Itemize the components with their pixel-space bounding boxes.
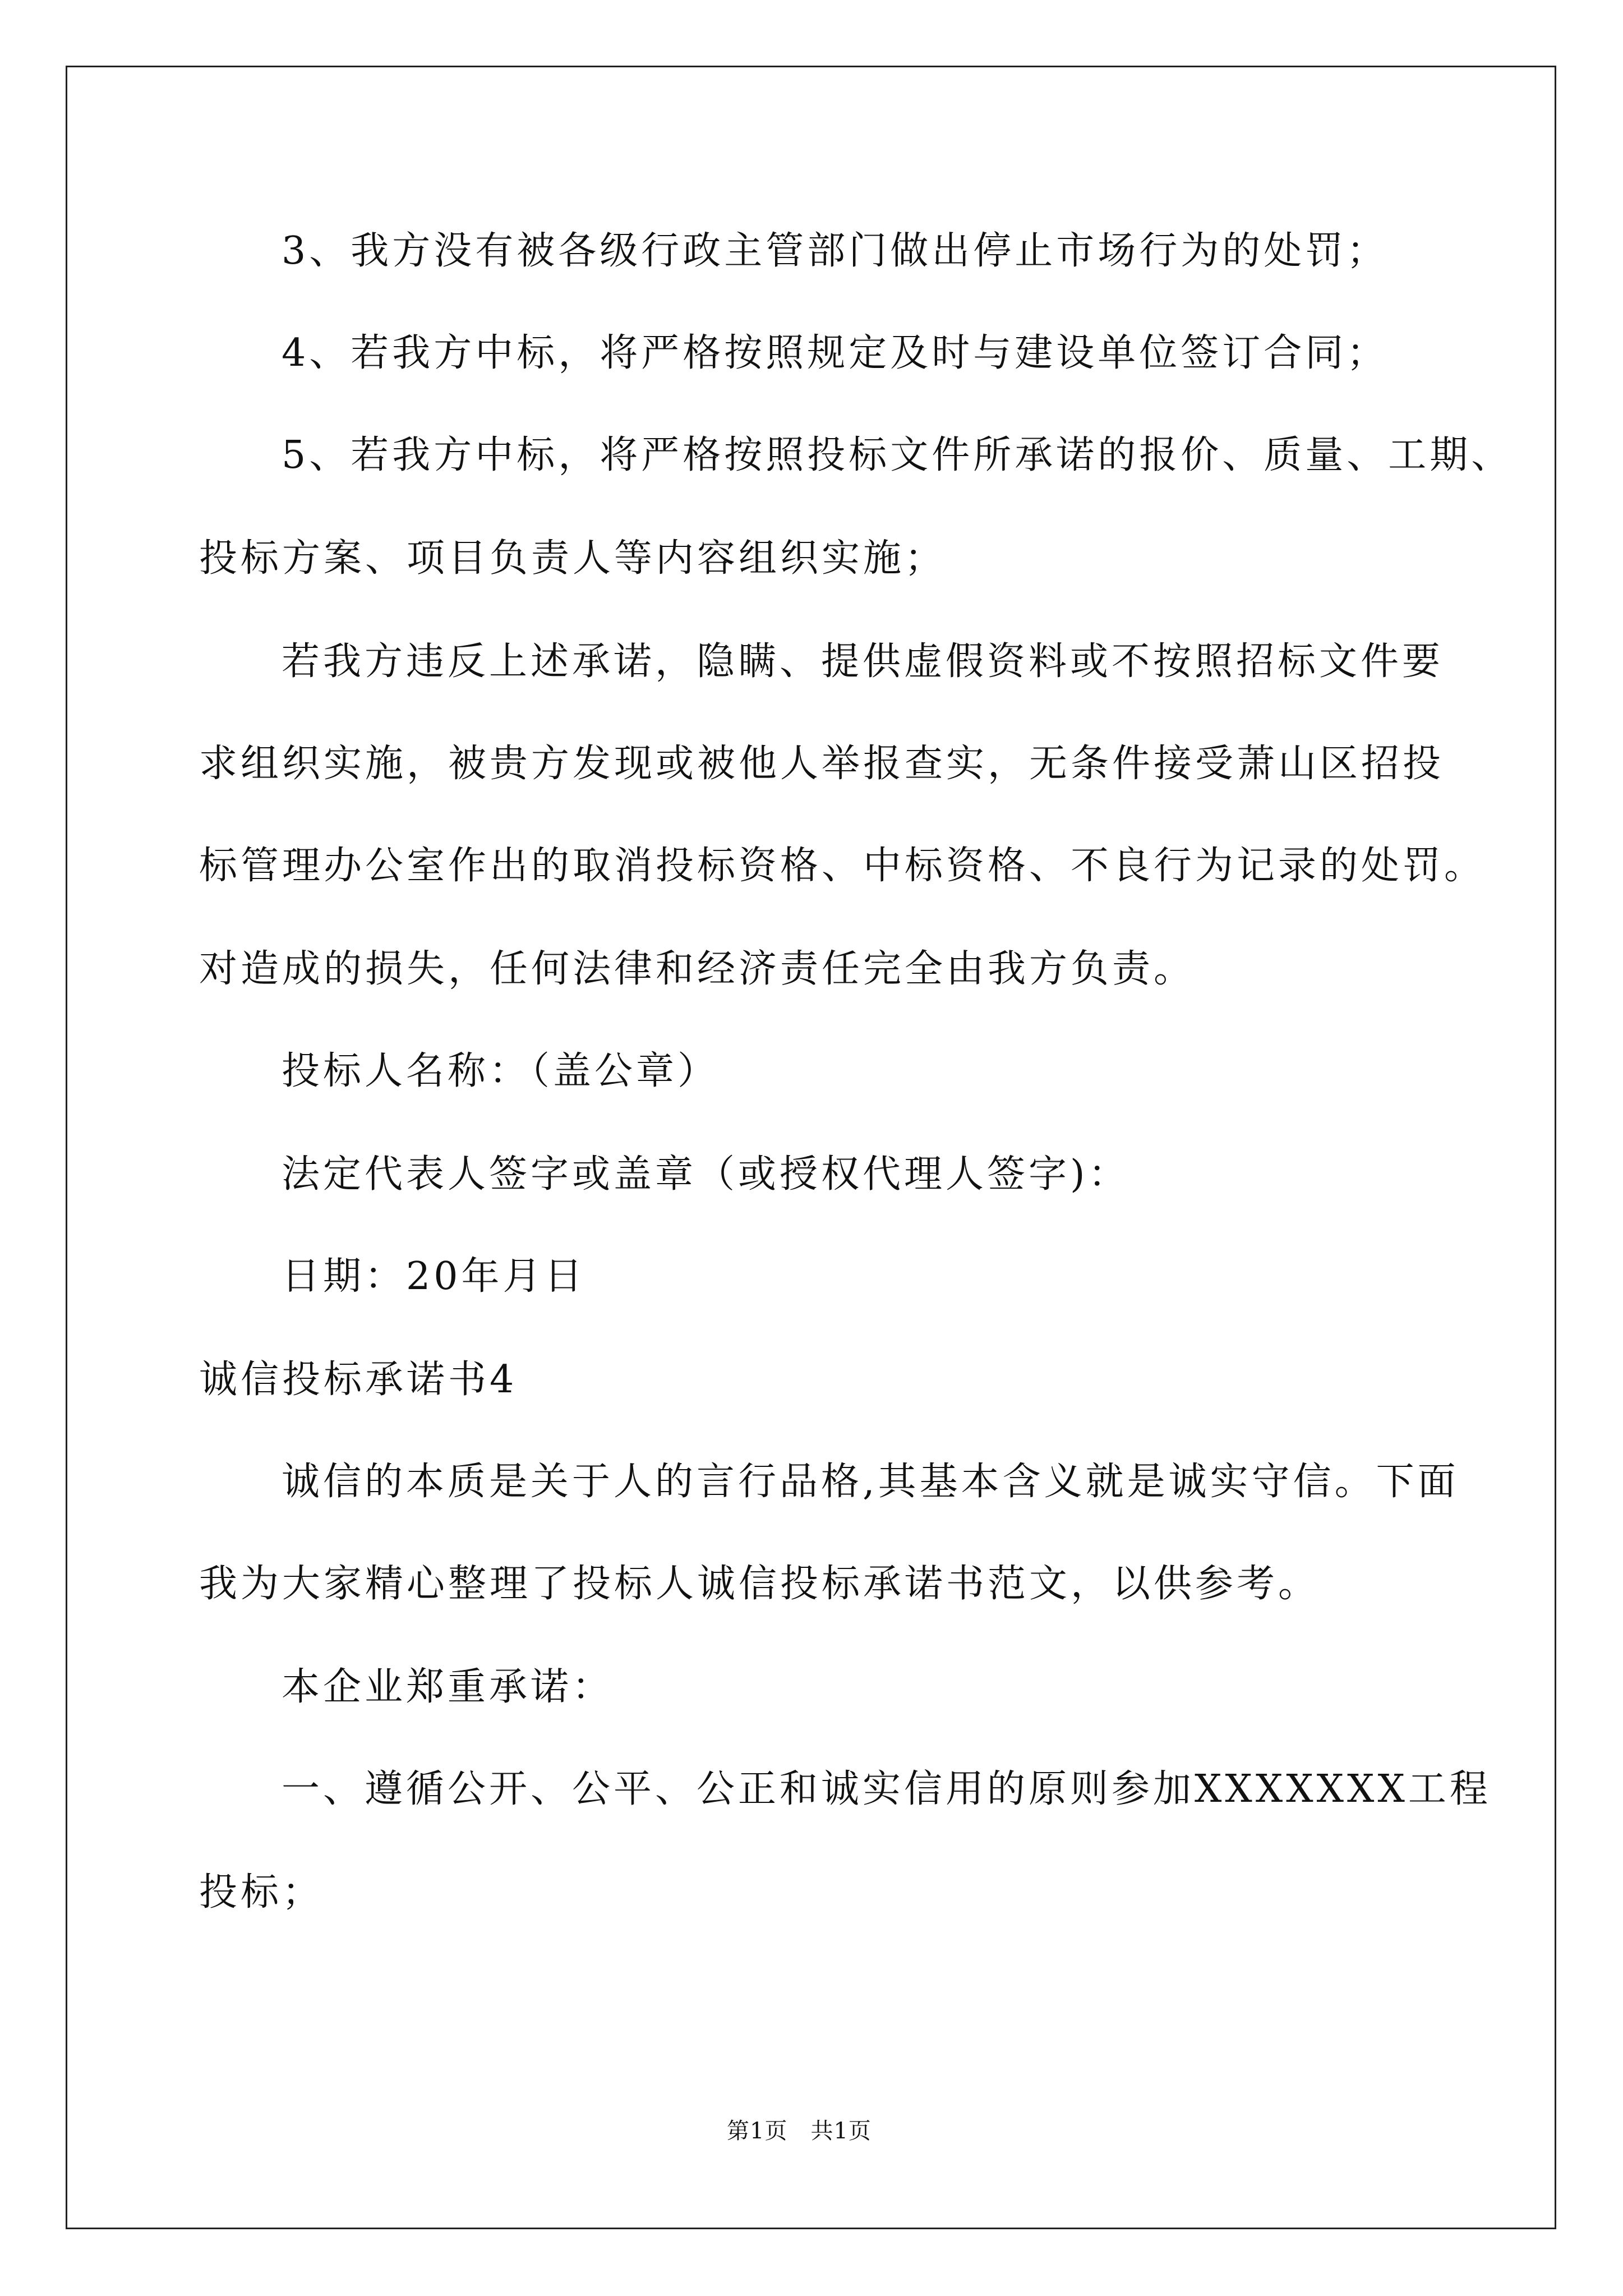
commitment-heading: 本企业郑重承诺：	[282, 1665, 614, 1709]
bidder-name-line: 投标人名称：（盖公章）	[282, 1049, 720, 1093]
commitment-1-line-1: 一、遵循公开、公平、公正和诚实信用的原则参加XXXXXXX工程	[282, 1767, 1491, 1811]
intro-paragraph-line-2: 我为大家精心整理了投标人诚信投标承诺书范文，以供参考。	[199, 1562, 1320, 1606]
page-number-footer: 第1页 共1页	[727, 2118, 872, 2144]
date-line: 日期：20年月日	[282, 1254, 586, 1299]
clause-4: 4、若我方中标，将严格按照规定及时与建设单位签订合同；	[282, 331, 1389, 375]
violation-paragraph-line-1: 若我方违反上述承诺，隐瞒、提供虚假资料或不按照招标文件要	[282, 639, 1444, 684]
intro-paragraph-line-1: 诚信的本质是关于人的言行品格,其基本含义就是诚实守信。下面	[282, 1460, 1459, 1504]
clause-5-line-2: 投标方案、项目负责人等内容组织实施；	[199, 536, 947, 581]
clause-3: 3、我方没有被各级行政主管部门做出停止市场行为的处罚；	[282, 229, 1389, 273]
legal-representative-line: 法定代表人签字或盖章（或授权代理人签字)：	[282, 1152, 1130, 1197]
violation-paragraph-line-4: 对造成的损失，任何法律和经济责任完全由我方负责。	[199, 947, 1196, 991]
clause-5-line-1: 5、若我方中标，将严格按照投标文件所承诺的报价、质量、工期、	[282, 433, 1513, 477]
violation-paragraph-line-2: 求组织实施，被贵方发现或被他人举报查实，无条件接受萧山区招投	[199, 742, 1445, 786]
section-heading: 诚信投标承诺书4	[199, 1358, 518, 1402]
commitment-1-line-2: 投标；	[199, 1870, 324, 1915]
violation-paragraph-line-3: 标管理办公室作出的取消投标资格、中标资格、不良行为记录的处罚。	[199, 844, 1486, 888]
